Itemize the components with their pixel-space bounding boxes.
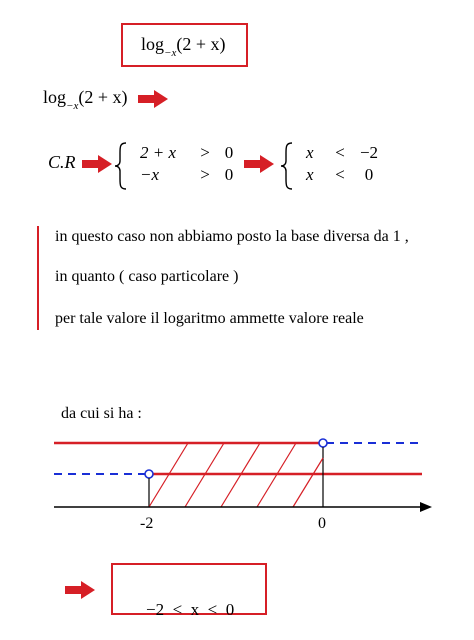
system1-row [140, 142, 238, 164]
expr-log-argument: (2 + x) [78, 87, 128, 107]
open-point-minus2 [145, 470, 153, 478]
tick-label-minus2: -2 [140, 515, 154, 532]
system2-rhs: −2 [359, 143, 379, 162]
result-box [111, 563, 267, 619]
system1-rhs: 0 [224, 143, 234, 162]
open-point-0 [319, 439, 327, 447]
right-arrow-icon [65, 581, 95, 599]
axis-arrow-icon [420, 502, 432, 512]
title-log-argument: (2 + x) [176, 34, 226, 54]
expr-log-base: −x [66, 100, 79, 112]
expr-log: log [43, 87, 67, 107]
right-arrow-icon [244, 155, 274, 173]
title-expression [141, 34, 226, 59]
note-line-2: in quanto ( caso particolare ) [55, 268, 239, 285]
result-text [129, 580, 234, 640]
note-sidebar [37, 226, 39, 330]
system1-rhs: 0 [224, 165, 234, 184]
system1-lhs: 2 + x [140, 143, 177, 162]
tick-label-0: 0 [318, 515, 326, 532]
note-line-1: in questo caso non abbiamo posto la base diversa da 1 , [55, 228, 409, 245]
solution-diagram [0, 430, 474, 540]
result-inequality: −2 < x < 0 [146, 600, 235, 619]
expression-line [43, 87, 128, 112]
right-arrow-icon [82, 155, 112, 173]
cr-label: C.R [48, 152, 76, 172]
system2-lhs: x [306, 165, 314, 184]
system1-row [140, 164, 238, 186]
system2-lhs: x [306, 143, 314, 162]
title-box [121, 23, 248, 67]
system2-row [306, 164, 384, 186]
da-cui-label: da cui si ha : [61, 405, 142, 422]
title-log: log [141, 34, 165, 54]
system1-lhs: −x [140, 165, 160, 184]
right-arrow-icon [138, 90, 168, 108]
system2 [306, 142, 384, 186]
system2-rhs: 0 [364, 165, 374, 184]
system1-op: > [200, 165, 210, 184]
left-brace-icon [280, 141, 294, 191]
system2-op: < [335, 165, 345, 184]
title-log-base: −x [164, 47, 177, 59]
system2-row [306, 142, 384, 164]
note-line-3: per tale valore il logaritmo ammette valore reale [55, 310, 364, 327]
system1-op: > [200, 143, 210, 162]
left-brace-icon [114, 141, 128, 191]
conditions-label [48, 152, 76, 173]
system2-op: < [335, 143, 345, 162]
system1 [140, 142, 238, 186]
